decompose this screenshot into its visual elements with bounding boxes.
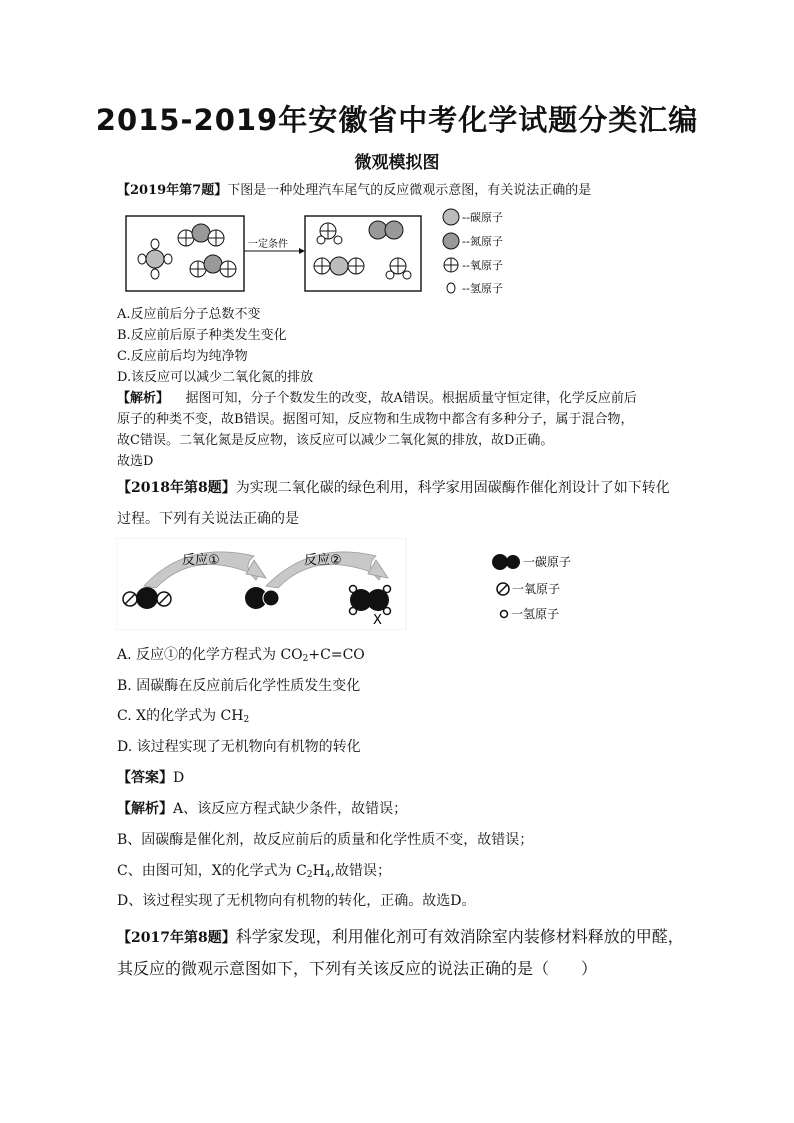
page-title: 2015-2019年安徽省中考化学试题分类汇编	[95, 103, 699, 137]
q2018-analysis-a: 【解析】A、该反应方程式缺少条件，故错误；	[117, 801, 408, 817]
hydrogen-legend-icon	[447, 283, 455, 293]
q2018-answer: 【答案】D	[117, 770, 185, 786]
q2019-analysis-2: 原子的种类不变，故B错误。据图可知，反应物和生成物中都含有多种分子，属于混合物，	[117, 412, 634, 427]
q2018-stem-2: 过程。下列有关说法正确的是	[117, 511, 299, 527]
condition-label: 一定条件	[248, 239, 288, 250]
legend-hydrogen: --氢原子	[462, 282, 503, 295]
co-molecule	[245, 587, 279, 609]
q2019-answer: 故选D	[117, 454, 154, 469]
q2017-stem-2: 其反应的微观示意图如下，下列有关该反应的说法正确的是（ ）	[117, 959, 598, 978]
legend-carbon: 一碳原子	[523, 555, 572, 569]
q2019-reaction-diagram	[118, 203, 528, 298]
legend-oxygen: --氧原子	[462, 259, 503, 272]
reaction-2-label: 反应②	[304, 553, 342, 568]
nitrogen-legend-icon	[443, 233, 459, 249]
q2019-option-b: B.反应前后原子种类发生变化	[117, 328, 287, 343]
q2018-option-c: C. X的化学式为 $CH_2$	[117, 708, 250, 725]
q2018-analysis-b: B、固碳酶是催化剂，故反应前后的质量和化学性质不变，故错误；	[117, 832, 534, 848]
q2019-analysis-1: 【解析】 据图可知，分子个数发生的改变，故A错误。根据质量守恒定律，化学反应前后	[117, 391, 637, 406]
q2018-option-a: A. 反应①的化学方程式为 $CO_2+C=CO$	[117, 647, 365, 664]
q2019-analysis-3: 故C错误。二氧化氮是反应物，该反应可以减少二氧化氮的排放，故D正确。	[117, 433, 554, 448]
legend-oxygen: 一氧原子	[512, 582, 561, 596]
q2017-stem-1: 【2017年第8题】科学家发现，利用催化剂可有效消除室内装修材料释放的甲醛，	[117, 927, 684, 946]
q2018-analysis-d: D、该过程实现了无机物向有机物的转化，正确。故选D。	[117, 893, 476, 909]
q2018-reaction-diagram	[116, 538, 586, 630]
no2-molecule-1	[178, 224, 224, 246]
legend-hydrogen: 一氢原子	[511, 607, 560, 621]
q2019-option-d: D.该反应可以减少二氧化氮的排放	[117, 370, 314, 385]
carbon-legend-icon	[492, 554, 508, 570]
q2018-analysis-c: C、由图可知，X的化学式为 $C_2H_4$,故错误；	[117, 863, 391, 880]
q2018-stem-1: 【2018年第8题】为实现二氧化碳的绿色利用，科学家用固碳酶作催化剂设计了如下转化	[117, 480, 670, 496]
hydrogen-legend-icon	[501, 611, 508, 618]
q2019-stem: 【2019年第7题】下图是一种处理汽车尾气的反应微观示意图，有关说法正确的是	[117, 183, 592, 198]
n2-molecule	[369, 221, 403, 239]
carbon-legend-icon	[443, 209, 459, 225]
reaction-1-label: 反应①	[182, 553, 220, 568]
x-label: X	[373, 613, 382, 628]
legend-carbon: --碳原子	[462, 211, 503, 224]
co2-molecule	[314, 257, 364, 275]
q2018-option-d: D. 该过程实现了无机物向有机物的转化	[117, 739, 361, 755]
h2o-molecule-1	[317, 223, 342, 244]
ch4-molecule	[138, 239, 172, 279]
q2018-option-b: B. 固碳酶在反应前后化学性质发生变化	[117, 678, 361, 694]
legend-nitrogen: --氮原子	[462, 235, 503, 248]
h2o-molecule-2	[386, 258, 411, 279]
q2019-option-a: A.反应前后分子总数不变	[117, 307, 261, 322]
q2019-option-c: C.反应前后均为纯净物	[117, 349, 248, 364]
no2-molecule-2	[190, 255, 236, 277]
page-subtitle: 微观模拟图	[354, 153, 440, 173]
